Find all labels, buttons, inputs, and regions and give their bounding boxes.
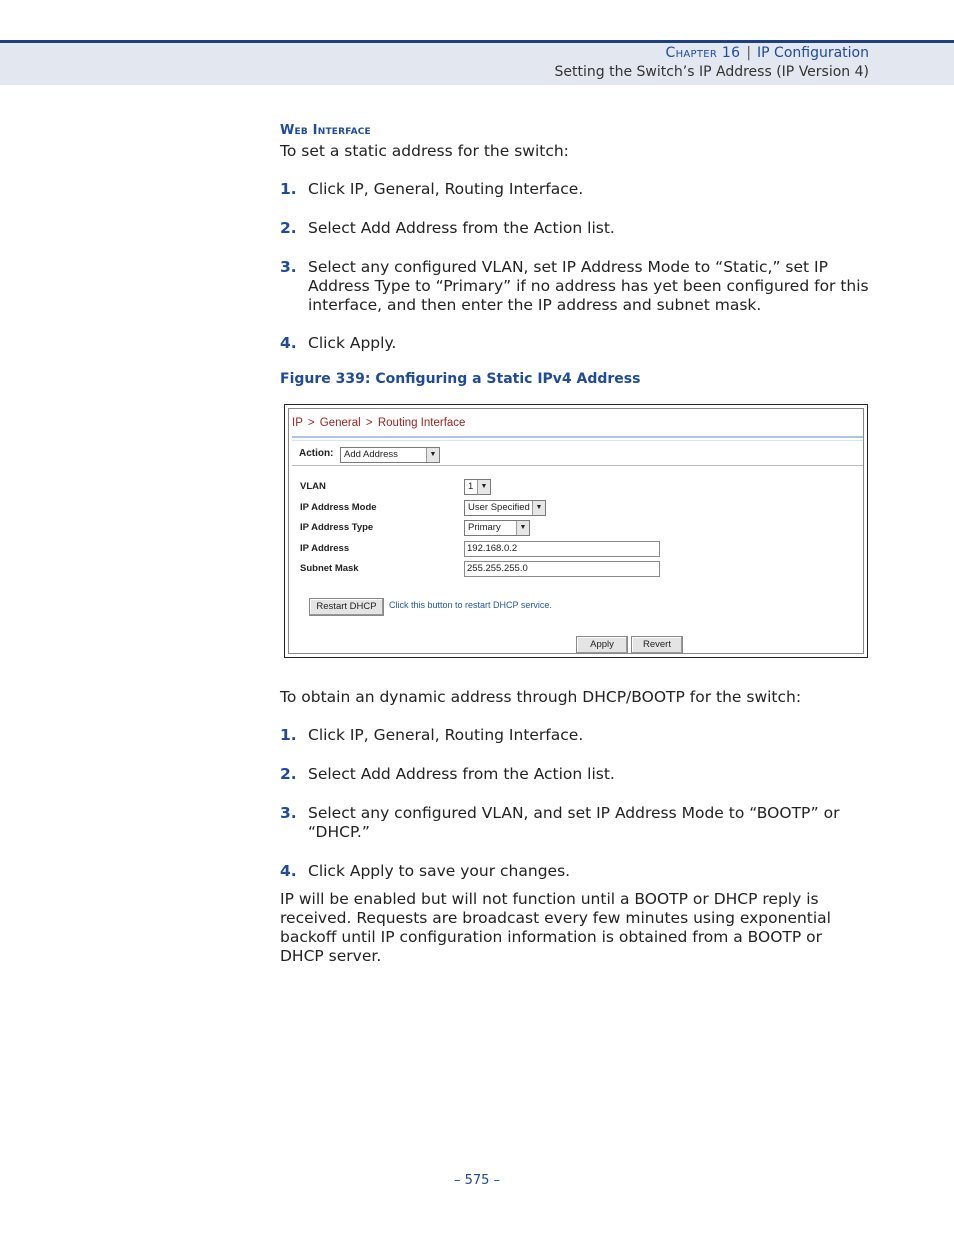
step-number: 1. [280, 726, 297, 744]
ip-address-type-value: Primary [468, 522, 501, 533]
step-number: 4. [280, 334, 297, 352]
step-text: Click IP, General, Routing Interface. [308, 726, 584, 744]
revert-button[interactable]: Revert [631, 636, 683, 654]
action-select-value: Add Address [344, 449, 398, 460]
chapter-heading [666, 45, 870, 61]
action-label: Action: [299, 448, 334, 459]
step-number: 2. [280, 219, 297, 237]
section-title: Setting the Switch’s IP Address (IP Version 4) [554, 64, 869, 80]
vlan-label: VLAN [300, 481, 326, 492]
breadcrumb-general[interactable]: General [319, 417, 361, 429]
vlan-select[interactable] [464, 479, 491, 495]
step-text: Click Apply to save your changes. [308, 862, 571, 880]
breadcrumb-ip[interactable]: IP [292, 417, 303, 429]
page-number: – 575 – [453, 1173, 501, 1188]
dynamic-note: IP will be enabled but will not function until a BOOTP or DHCP reply is received. Requests are broadcast every few minutes using exponential backoff until IP configuration information is obtained from a BOOTP or DHCP server. [280, 890, 831, 965]
ip-address-label: IP Address [300, 543, 350, 554]
step-text: Click IP, General, Routing Interface. [308, 180, 584, 198]
static-step-3 [280, 258, 870, 315]
figure-screenshot [284, 404, 868, 658]
ip-address-type-select[interactable] [464, 520, 530, 536]
figure-caption: Figure 339: Configuring a Static IPv4 Address [280, 371, 641, 387]
ip-address-mode-label: IP Address Mode [300, 502, 377, 513]
chapter-title: IP Configuration [757, 45, 869, 61]
static-step-2 [280, 219, 870, 238]
chevron-down-icon[interactable]: ▼ [516, 521, 529, 535]
chevron-down-icon[interactable]: ▼ [426, 448, 439, 462]
step-number: 3. [280, 804, 297, 822]
chevron-down-icon[interactable]: ▼ [532, 501, 545, 515]
breadcrumb-routing-interface[interactable]: Routing Interface [377, 417, 466, 429]
chevron-down-icon[interactable]: ▼ [477, 480, 490, 494]
header-rule-light [292, 440, 863, 441]
subnet-mask-label: Subnet Mask [300, 563, 359, 574]
chapter-label: Chapter 16 [665, 45, 741, 61]
step-number: 1. [280, 180, 297, 198]
breadcrumb [292, 417, 465, 429]
ip-address-type-label: IP Address Type [300, 522, 374, 533]
dynamic-step-1 [280, 726, 870, 745]
dynamic-step-2 [280, 765, 870, 784]
figure-panel [288, 408, 864, 654]
step-number: 2. [280, 765, 297, 783]
header-rule [292, 436, 863, 438]
breadcrumb-separator: > [307, 417, 315, 429]
dynamic-step-3 [280, 804, 870, 842]
restart-dhcp-hint: Click this button to restart DHCP service. [389, 600, 552, 610]
step-text: Click Apply. [308, 334, 397, 352]
apply-button[interactable]: Apply [576, 636, 628, 654]
vlan-select-value: 1 [468, 481, 474, 492]
static-intro: To set a static address for the switch: [280, 142, 569, 160]
dynamic-intro: To obtain an dynamic address through DHCP/BOOTP for the switch: [280, 688, 802, 706]
step-text: Select Add Address from the Action list. [308, 765, 615, 783]
static-step-1 [280, 180, 870, 199]
web-interface-heading: Web Interface [280, 123, 371, 138]
static-step-4 [280, 334, 870, 353]
breadcrumb-separator: > [365, 417, 373, 429]
subnet-mask-input[interactable]: 255.255.255.0 [464, 561, 660, 577]
header-separator: | [746, 45, 752, 61]
action-divider [292, 465, 863, 466]
step-number: 3. [280, 258, 297, 276]
ip-address-input[interactable]: 192.168.0.2 [464, 541, 660, 557]
ip-address-mode-value: User Specified [468, 502, 530, 513]
ip-address-mode-select[interactable] [464, 500, 546, 516]
step-text: Select any configured VLAN, set IP Address Mode to “Static,” set IP Address Type to “Primary” if no address has yet been configured for this interface, and then enter the IP address and subnet mask. [308, 258, 869, 314]
step-number: 4. [280, 862, 297, 880]
action-select[interactable] [340, 447, 440, 463]
step-text: Select Add Address from the Action list. [308, 219, 615, 237]
restart-dhcp-button[interactable]: Restart DHCP [309, 598, 384, 616]
dynamic-step-4 [280, 862, 870, 881]
step-text: Select any configured VLAN, and set IP Address Mode to “BOOTP” or “DHCP.” [308, 804, 840, 841]
